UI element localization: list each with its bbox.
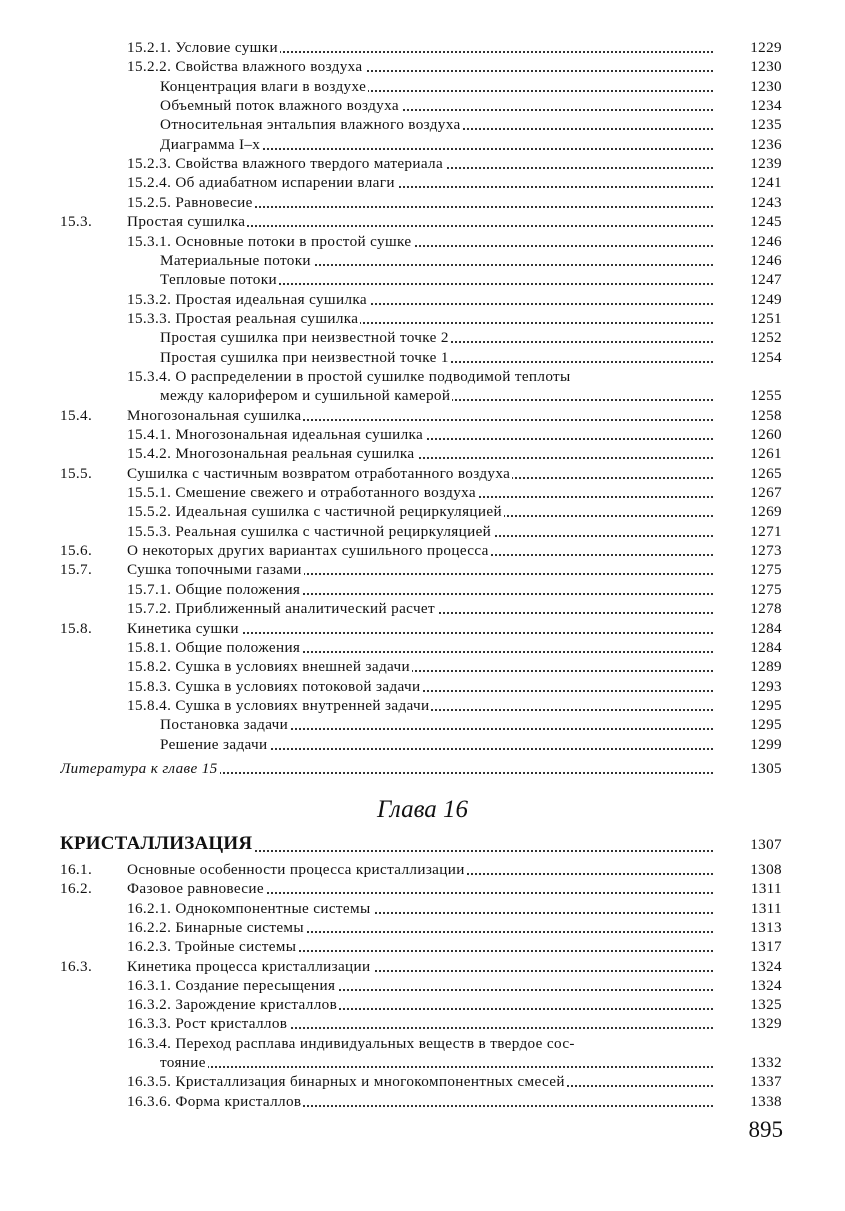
entry-page-number: 1308 — [750, 861, 782, 878]
entry-title: Сушка топочными газами — [127, 561, 302, 579]
entry-page-number: 1247 — [750, 271, 782, 289]
entry-title: 15.4.2. Многозональная реальная сушилка — [127, 445, 415, 463]
toc-entry[interactable] — [60, 995, 782, 1014]
toc-entry[interactable] — [60, 522, 782, 541]
entry-page-number: 1241 — [750, 174, 782, 192]
entry-title: 15.3.4. О распределении в простой сушилке подводимой теплоты — [127, 367, 571, 385]
section-number: 15.4. — [60, 406, 93, 424]
toc-entry[interactable] — [60, 77, 782, 96]
entry-title: Тепловые потоки — [160, 271, 277, 289]
toc-entry[interactable] — [60, 860, 782, 879]
toc-entry[interactable] — [60, 957, 782, 976]
entry-title: Концентрация влаги в воздухе — [160, 77, 367, 95]
entry-title: 15.2.3. Свойства влажного твердого материала — [127, 155, 444, 173]
toc-entry[interactable] — [60, 154, 782, 173]
entry-page-number: 1267 — [750, 484, 782, 502]
entry-title: 15.3.2. Простая идеальная сушилка — [127, 290, 367, 308]
entry-page-number: 1337 — [750, 1073, 782, 1091]
entry-page-number: 1338 — [750, 1092, 782, 1110]
entry-page-number: 1252 — [750, 329, 782, 347]
entry-title: 15.7.2. Приближенный аналитический расчет — [127, 600, 436, 618]
entry-page-number: 1258 — [750, 406, 782, 424]
entry-title: Постановка задачи — [160, 716, 289, 734]
entry-title: 15.5.3. Реальная сушилка с частичной рециркуляцией — [127, 522, 492, 540]
toc-entry[interactable] — [60, 406, 782, 425]
entry-title: Решение задачи — [160, 735, 268, 753]
entry-page-number: 1251 — [750, 309, 782, 327]
entry-page-number: 1284 — [750, 619, 782, 637]
entry-page-number: 1278 — [750, 600, 782, 618]
toc-entry[interactable] — [60, 1014, 782, 1033]
entry-title: 15.8.2. Сушка в условиях внешней задачи — [127, 658, 410, 676]
chapter-title-entry[interactable] — [60, 833, 782, 855]
entry-title: Объемный поток влажного воздуха — [160, 97, 399, 115]
entry-page-number: 1311 — [750, 880, 782, 898]
entry-title: Кинетика сушки — [127, 619, 239, 637]
toc-entry[interactable] — [60, 560, 782, 579]
entry-title: 15.2.5. Равновесие — [127, 193, 253, 211]
toc-entry[interactable] — [60, 696, 782, 715]
toc-entry[interactable] — [60, 444, 782, 463]
entry-page-number: 1324 — [750, 957, 782, 975]
entry-title: Диаграмма I–x — [160, 135, 261, 153]
toc-entry[interactable] — [60, 899, 782, 918]
entry-title: 15.2.2. Свойства влажного воздуха — [127, 58, 363, 76]
entry-page-number: 1329 — [750, 1015, 782, 1033]
entry-page-number: 1246 — [750, 251, 782, 269]
toc-entry[interactable] — [60, 918, 782, 937]
toc-entry[interactable] — [60, 232, 782, 251]
entry-title: Многозональная сушилка — [127, 406, 302, 424]
toc-entry[interactable] — [60, 1053, 782, 1072]
entry-title: Относительная энтальпия влажного воздуха — [160, 116, 461, 134]
entry-title: 16.3.4. Переход расплава индивидуальных веществ в твердое сос- — [127, 1034, 575, 1052]
entry-page-number: 1246 — [750, 232, 782, 250]
entry-page-number: 1275 — [750, 561, 782, 579]
entry-title: 15.8.4. Сушка в условиях внутренней задачи — [127, 696, 430, 714]
toc-entry[interactable] — [60, 251, 782, 270]
toc-entry[interactable] — [60, 1072, 782, 1091]
entry-title: 16.2.3. Тройные системы — [127, 938, 297, 956]
entry-title: 15.8.1. Общие положения — [127, 638, 301, 656]
entry-page-number: 1235 — [750, 116, 782, 134]
entry-title: 15.8.3. Сушка в условиях потоковой задачи — [127, 677, 421, 695]
entry-title: 16.3.2. Зарождение кристаллов — [127, 996, 338, 1014]
section-number: 15.5. — [60, 464, 93, 482]
entry-title: 15.4.1. Многозональная идеальная сушилка — [127, 426, 424, 443]
entry-title: 15.3.3. Простая реальная сушилка — [127, 309, 359, 327]
entry-title: тояние — [160, 1054, 206, 1071]
toc-entry[interactable] — [60, 212, 782, 231]
entry-title: Кинетика процесса кристаллизации — [127, 957, 371, 975]
entry-title: 16.3.6. Форма кристаллов — [127, 1092, 302, 1110]
toc-entry[interactable] — [60, 57, 782, 76]
toc-entry[interactable] — [60, 96, 782, 115]
entry-page-number: 1243 — [750, 193, 782, 211]
toc-entry[interactable] — [60, 638, 782, 657]
entry-page-number: 1273 — [750, 542, 782, 560]
entry-title: Простая сушилка при неизвестной точке 1 — [160, 348, 449, 366]
entry-page-number: 1305 — [750, 760, 782, 777]
toc-entry[interactable] — [60, 290, 782, 309]
entry-page-number: 1295 — [750, 696, 782, 714]
entry-title: между калорифером и сушильной камерой — [160, 387, 451, 405]
entry-title: 16.3.1. Создание пересыщения — [127, 976, 336, 994]
toc-entry[interactable] — [60, 937, 782, 956]
toc-entry[interactable] — [60, 309, 782, 328]
toc-entry[interactable] — [60, 759, 782, 778]
toc-entry[interactable] — [60, 1092, 782, 1111]
entry-title: 15.2.4. Об адиабатном испарении влаги — [127, 174, 395, 192]
entry-page-number: 1324 — [750, 976, 782, 994]
entry-page-number: 1261 — [750, 445, 782, 463]
entry-page-number: 1325 — [750, 996, 782, 1014]
section-number: 15.3. — [60, 213, 93, 231]
entry-page-number: 1230 — [750, 58, 782, 76]
toc-entry[interactable] — [60, 541, 782, 560]
chapter-title-page: 1307 — [750, 836, 782, 853]
toc-entry[interactable] — [60, 115, 782, 134]
entry-title: 15.3.1. Основные потоки в простой сушке — [127, 232, 412, 250]
entry-title: 16.3.5. Кристаллизация бинарных и многокомпонентных смесей — [127, 1073, 565, 1091]
toc-entry[interactable] — [60, 328, 782, 347]
toc-entry[interactable] — [60, 386, 782, 405]
entry-page-number: 1293 — [750, 677, 782, 695]
section-number: 15.7. — [60, 561, 93, 579]
entry-page-number: 1332 — [750, 1054, 782, 1071]
entry-page-number: 1289 — [750, 658, 782, 676]
entry-page-number: 1265 — [750, 464, 782, 482]
entry-page-number: 1234 — [750, 97, 782, 115]
entry-title: 16.3.3. Рост кристаллов — [127, 1015, 288, 1033]
toc-entry[interactable] — [60, 173, 782, 192]
toc-entry[interactable] — [60, 464, 782, 483]
section-number: 15.6. — [60, 542, 93, 560]
section-number: 16.3. — [60, 957, 93, 975]
entry-page-number: 1254 — [750, 348, 782, 366]
entry-title: Литература к главе 15 — [60, 760, 218, 777]
entry-page-number: 1255 — [750, 387, 782, 405]
entry-page-number: 1239 — [750, 155, 782, 173]
entry-title: 15.5.1. Смешение свежего и отработанного воздуха — [127, 484, 477, 502]
entry-title: 15.5.2. Идеальная сушилка с частичной рециркуляцией — [127, 503, 502, 521]
toc-entry[interactable] — [60, 715, 782, 734]
entry-page-number: 1230 — [750, 77, 782, 95]
entry-page-number: 1269 — [750, 503, 782, 521]
section-number: 15.8. — [60, 619, 93, 637]
entry-title: Простая сушилка при неизвестной точке 2 — [160, 329, 449, 347]
entry-title: Материальные потоки — [160, 251, 311, 269]
toc-entry[interactable] — [60, 38, 782, 57]
section-number: 16.2. — [60, 880, 93, 898]
chapter-heading: Глава 16 — [376, 796, 469, 823]
entry-page-number: 1299 — [750, 735, 782, 753]
entry-title: 16.2.2. Бинарные системы — [127, 918, 304, 936]
toc-entry[interactable] — [60, 367, 782, 386]
entry-title: Основные особенности процесса кристаллизации — [127, 861, 465, 878]
entry-page-number: 1236 — [750, 135, 782, 153]
entry-page-number: 1249 — [750, 290, 782, 308]
entry-title: 16.2.1. Однокомпонентные системы — [127, 899, 371, 917]
entry-title: Сушилка с частичным возвратом отработанного воздуха — [127, 464, 511, 482]
chapter-title: КРИСТАЛЛИЗАЦИЯ — [60, 833, 253, 854]
entry-page-number: 1271 — [750, 522, 782, 540]
toc-entry[interactable] — [60, 348, 782, 367]
entry-page-number: 1311 — [750, 899, 782, 917]
entry-title: Фазовое равновесие — [127, 880, 264, 898]
entry-page-number: 1229 — [750, 39, 782, 56]
toc-entry[interactable] — [60, 193, 782, 212]
entry-page-number: 1245 — [750, 213, 782, 231]
entry-page-number: 1275 — [750, 580, 782, 598]
entry-title: Простая сушилка — [127, 213, 246, 231]
toc-entry[interactable] — [60, 735, 782, 754]
entry-page-number: 1284 — [750, 638, 782, 656]
toc-entry[interactable] — [60, 502, 782, 521]
toc-entry[interactable] — [60, 619, 782, 638]
entry-page-number: 1317 — [750, 938, 782, 956]
toc-entry[interactable] — [60, 599, 782, 618]
toc-entry[interactable] — [60, 483, 782, 502]
page-number: 895 — [748, 1117, 783, 1142]
entry-page-number: 1313 — [750, 918, 782, 936]
section-number: 16.1. — [60, 861, 93, 878]
entry-page-number: 1295 — [750, 716, 782, 734]
entry-title: 15.7.1. Общие положения — [127, 580, 301, 598]
toc-entry[interactable] — [60, 425, 782, 444]
toc-entry[interactable] — [60, 879, 782, 898]
toc-entry[interactable] — [60, 657, 782, 676]
toc-entry[interactable] — [60, 677, 782, 696]
toc-entry[interactable] — [60, 270, 782, 289]
entry-title: 15.2.1. Условие сушки — [127, 39, 278, 56]
toc-entry[interactable] — [60, 976, 782, 995]
entry-title: О некоторых других вариантах сушильного процесса — [127, 542, 489, 560]
entry-page-number: 1260 — [750, 426, 782, 443]
toc-entry[interactable] — [60, 135, 782, 154]
toc-entry[interactable] — [60, 580, 782, 599]
toc-entry[interactable] — [60, 1034, 782, 1053]
